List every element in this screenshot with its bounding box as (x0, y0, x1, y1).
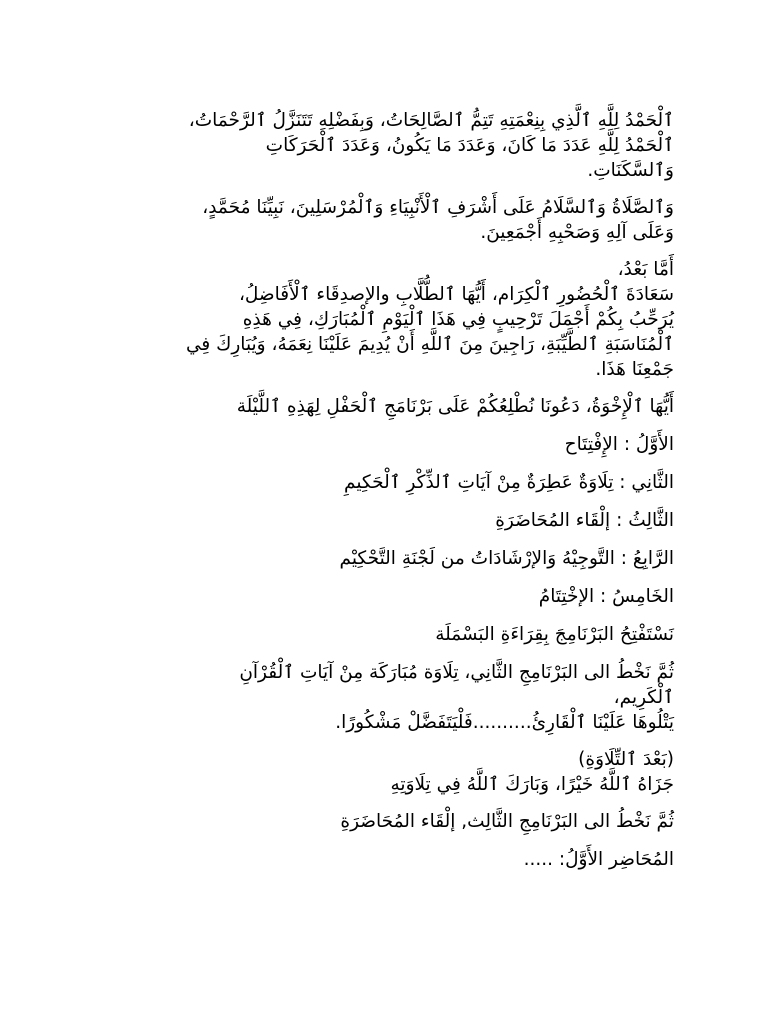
text-line: وَعَلَى آلِهِ وَصَحْبِهِ أَجْمَعِينَ. (480, 222, 674, 243)
text-line: ٱلْحَمْدُ لِلَّهِ ٱلَّذِي بِنِعْمَتِهِ تَتِمُّ ٱلصَّالِحَاتُ، وَبِفَضْلِهِ تَتَنَزَّلُ ٱلرَّحْمَاتُ، (188, 110, 674, 131)
welcome-paragraph (92, 257, 674, 382)
quran-transition (92, 660, 674, 735)
text-line: وَٱلسَّكَنَاتِ. (587, 160, 674, 181)
opening-call: نَسْتَفْتِحُ البَرْنَامِجَ بِقِرَاءَةِ البَسْمَلَة (435, 624, 674, 645)
opening-praise (92, 108, 674, 183)
text-line: أَمَّا بَعْدُ، (617, 259, 674, 280)
program-intro: أَيُّهَا ٱلْإِخْوَةُ، دَعُونَا نُطْلِعُكُمْ عَلَى بَرْنَامَجِ ٱلْحَفْلِ لِهَذِهِ ٱللَّيْلَة (236, 396, 674, 417)
text-line: ٱلْكَرِيم، (613, 687, 674, 708)
text-line: جَزَاهُ ٱللَّهُ خَيْرًا، وَبَارَكَ ٱللَّهُ فِي تِلَاوَتِهِ (390, 774, 674, 795)
after-recitation (92, 747, 674, 797)
text-line: (بَعْدَ ٱلتِّلَاوَةِ) (578, 749, 674, 770)
lecture-transition: ثُمَّ نَخْطُ الى البَرْنَامِجِ الثَّالِث, إلْقَاء المُحَاضَرَةِ (340, 811, 674, 832)
program-item-5: الخَامِسُ : الإخْتِتَامُ (538, 586, 674, 607)
text-line: وَٱلصَّلَاةُ وَٱلسَّلَامُ عَلَى أَشْرَفِ ٱلْأَنْبِيَاءِ وَٱلْمُرْسَلِينَ، نَبِيِّنَا مُحَمَّدٍ، (202, 197, 674, 218)
salutation-paragraph (92, 195, 674, 245)
first-lecturer: المُحَاضِر الأَوَّلُ: ..... (523, 849, 674, 870)
text-line: ٱلْحَمْدُ لِلَّهِ عَدَدَ مَا كَانَ، وَعَدَدَ مَا يَكُونُ، وَعَدَدَ ٱلْحَرَكَاتِ (265, 135, 674, 156)
text-line: يُرَحِّبُ بِكُمْ أَجْمَلَ تَرْحِيبٍ فِي هَذَا ٱلْيَوْمِ ٱلْمُبَارَكِ، فِي هَذِهِ (242, 309, 674, 330)
text-line: ٱلْمُنَاسَبَةِ ٱلطَّيِّبَةِ، رَاجِينَ مِنَ ٱللَّهِ أَنْ يُدِيمَ عَلَيْنَا نِعَمَهُ، وَيُبَارِكَ فِي (185, 334, 674, 355)
program-item-2: الثَّانِي : تِلَاوَةٌ عَطِرَةٌ مِنْ آيَاتِ ٱلذِّكْرِ ٱلْحَكِيمِ (344, 472, 674, 493)
text-line: جَمْعِنَا هَذَا. (595, 359, 674, 380)
program-item-1: الأَوَّلُ : الإِفْتِتَاح (564, 434, 674, 455)
document-page (92, 108, 674, 885)
program-item-3: الثَّالِثُ : إلْقَاء المُحَاضَرَةِ (495, 510, 674, 531)
text-line: ثُمَّ نَخْطُ الى البَرْنَامِجِ الثَّانِي، تِلَاوَة مُبَارَكَة مِنْ آيَاتِ ٱلْقُرْآنِ (239, 662, 674, 683)
text-line: يَتْلُوهَا عَلَيْنَا ٱلْقَارِئُ..........فَلْيَتَفَضَّلْ مَشْكُورًا. (335, 712, 674, 733)
program-item-4: الرَّابِعُ : التَّوجِيْهُ وَالإرْشَادَاتُ من لَجْنَةِ التَّحْكِيْم (339, 548, 674, 569)
text-line: سَعَادَةَ ٱلْحُضُورِ ٱلْكِرَام، أَيُّهَا ٱلطُّلَّابِ والإصدِقَاء ٱلْأَفَاضِلُ، (238, 284, 674, 305)
